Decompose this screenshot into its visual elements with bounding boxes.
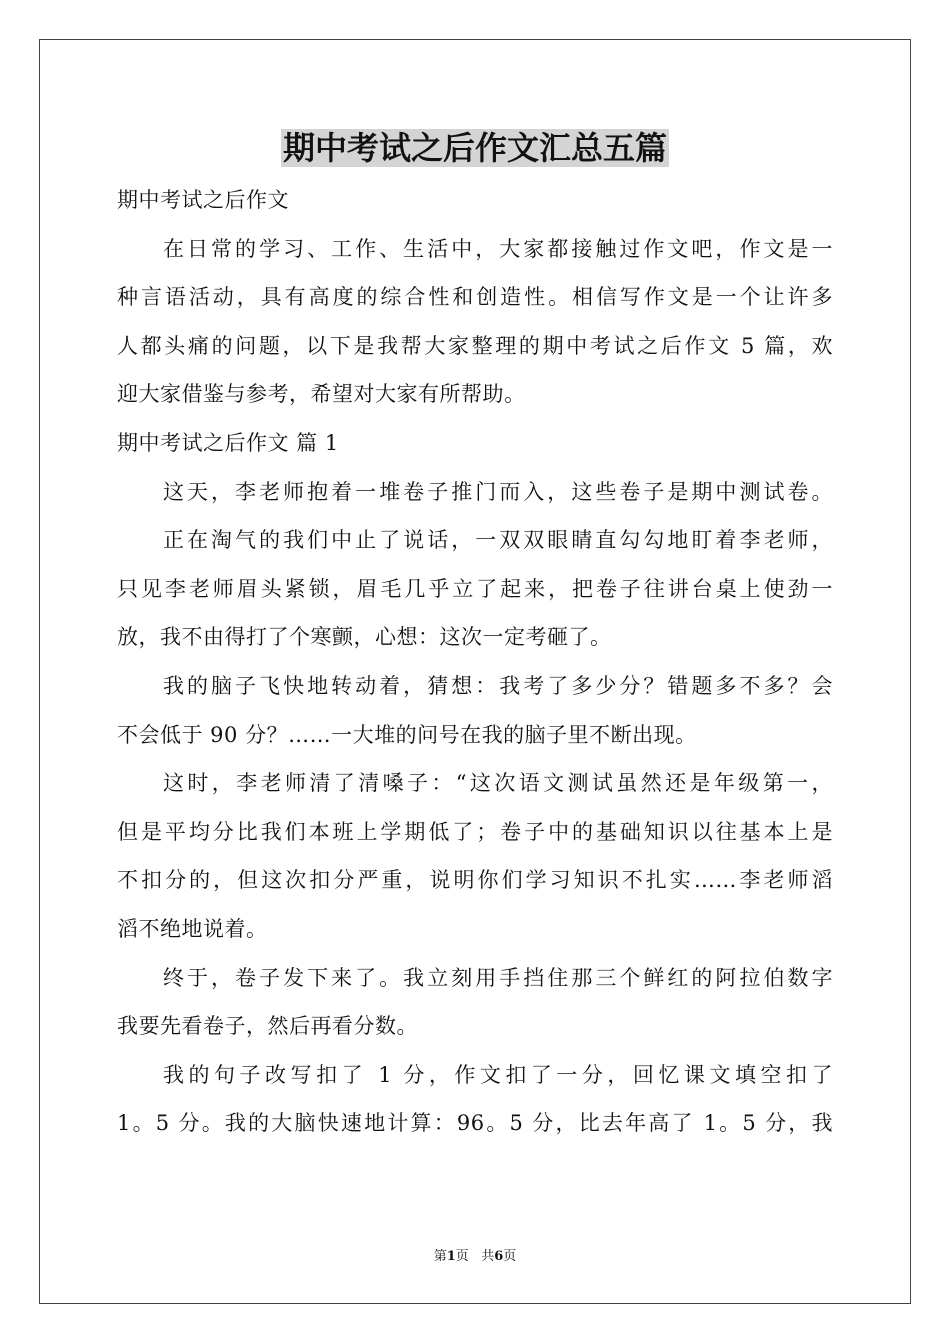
text-line: 这时，李老师清了清嗓子：“这次语文测试虽然还是年级第一， — [163, 771, 833, 796]
current-page-number: 1 — [446, 1249, 456, 1264]
text-line: 人都头痛的问题，以下是我帮大家整理的期中考试之后作文 5 篇，欢 — [117, 333, 833, 358]
text-line: 我要先看卷子，然后再看分数。 — [117, 1014, 418, 1039]
total-prefix: 共 — [481, 1249, 495, 1264]
text-line: 不会低于 90 分？……一大堆的问号在我的脑子里不断出现。 — [117, 722, 697, 747]
text-line: 正在淘气的我们中止了说话，一双双眼睛直勾勾地盯着李老师， — [163, 528, 833, 553]
text-line: 放，我不由得打了个寒颤，心想：这次一定考砸了。 — [117, 625, 612, 650]
page-footer — [0, 1248, 950, 1266]
text-line: 我的脑子飞快地转动着，猜想：我考了多少分？错题多不多？会 — [163, 673, 833, 698]
text-line: 只见李老师眉头紧锁，眉毛几乎立了起来，把卷子往讲台桌上使劲一 — [117, 576, 833, 601]
text-line: 终于，卷子发下来了。我立刻用手挡住那三个鲜红的阿拉伯数字 — [163, 965, 833, 990]
document-title — [0, 126, 950, 170]
text-line: 期中考试之后作文 — [117, 188, 289, 212]
text-line: 这天，李老师抱着一堆卷子推门而入，这些卷子是期中测试卷。 — [163, 479, 833, 504]
total-suffix: 页 — [503, 1249, 517, 1264]
text-line: 但是平均分比我们本班上学期低了；卷子中的基础知识以往基本上是 — [117, 819, 833, 844]
text-line: 1。5 分。我的大脑快速地计算：96。5 分，比去年高了 1。5 分，我 — [117, 1111, 833, 1136]
page-suffix: 页 — [455, 1249, 469, 1264]
text-line: 迎大家借鉴与参考，希望对大家有所帮助。 — [117, 382, 526, 407]
document-body — [117, 176, 833, 1148]
page-prefix: 第 — [433, 1249, 447, 1264]
text-line: 不扣分的，但这次扣分严重，说明你们学习知识不扎实……李老师滔 — [117, 868, 833, 893]
text-line: 滔不绝地说着。 — [117, 916, 268, 941]
title-text: 期中考试之后作文汇总五篇 — [282, 129, 667, 167]
text-line: 在日常的学习、工作、生活中，大家都接触过作文吧，作文是一 — [163, 236, 833, 261]
text-line: 我的句子改写扣了 1 分，作文扣了一分，回忆课文填空扣了 — [163, 1062, 833, 1087]
text-line: 种言语活动，具有高度的综合性和创造性。相信写作文是一个让许多 — [117, 285, 833, 310]
text-line: 期中考试之后作文 篇 1 — [117, 430, 339, 455]
total-page-number: 6 — [494, 1249, 504, 1264]
